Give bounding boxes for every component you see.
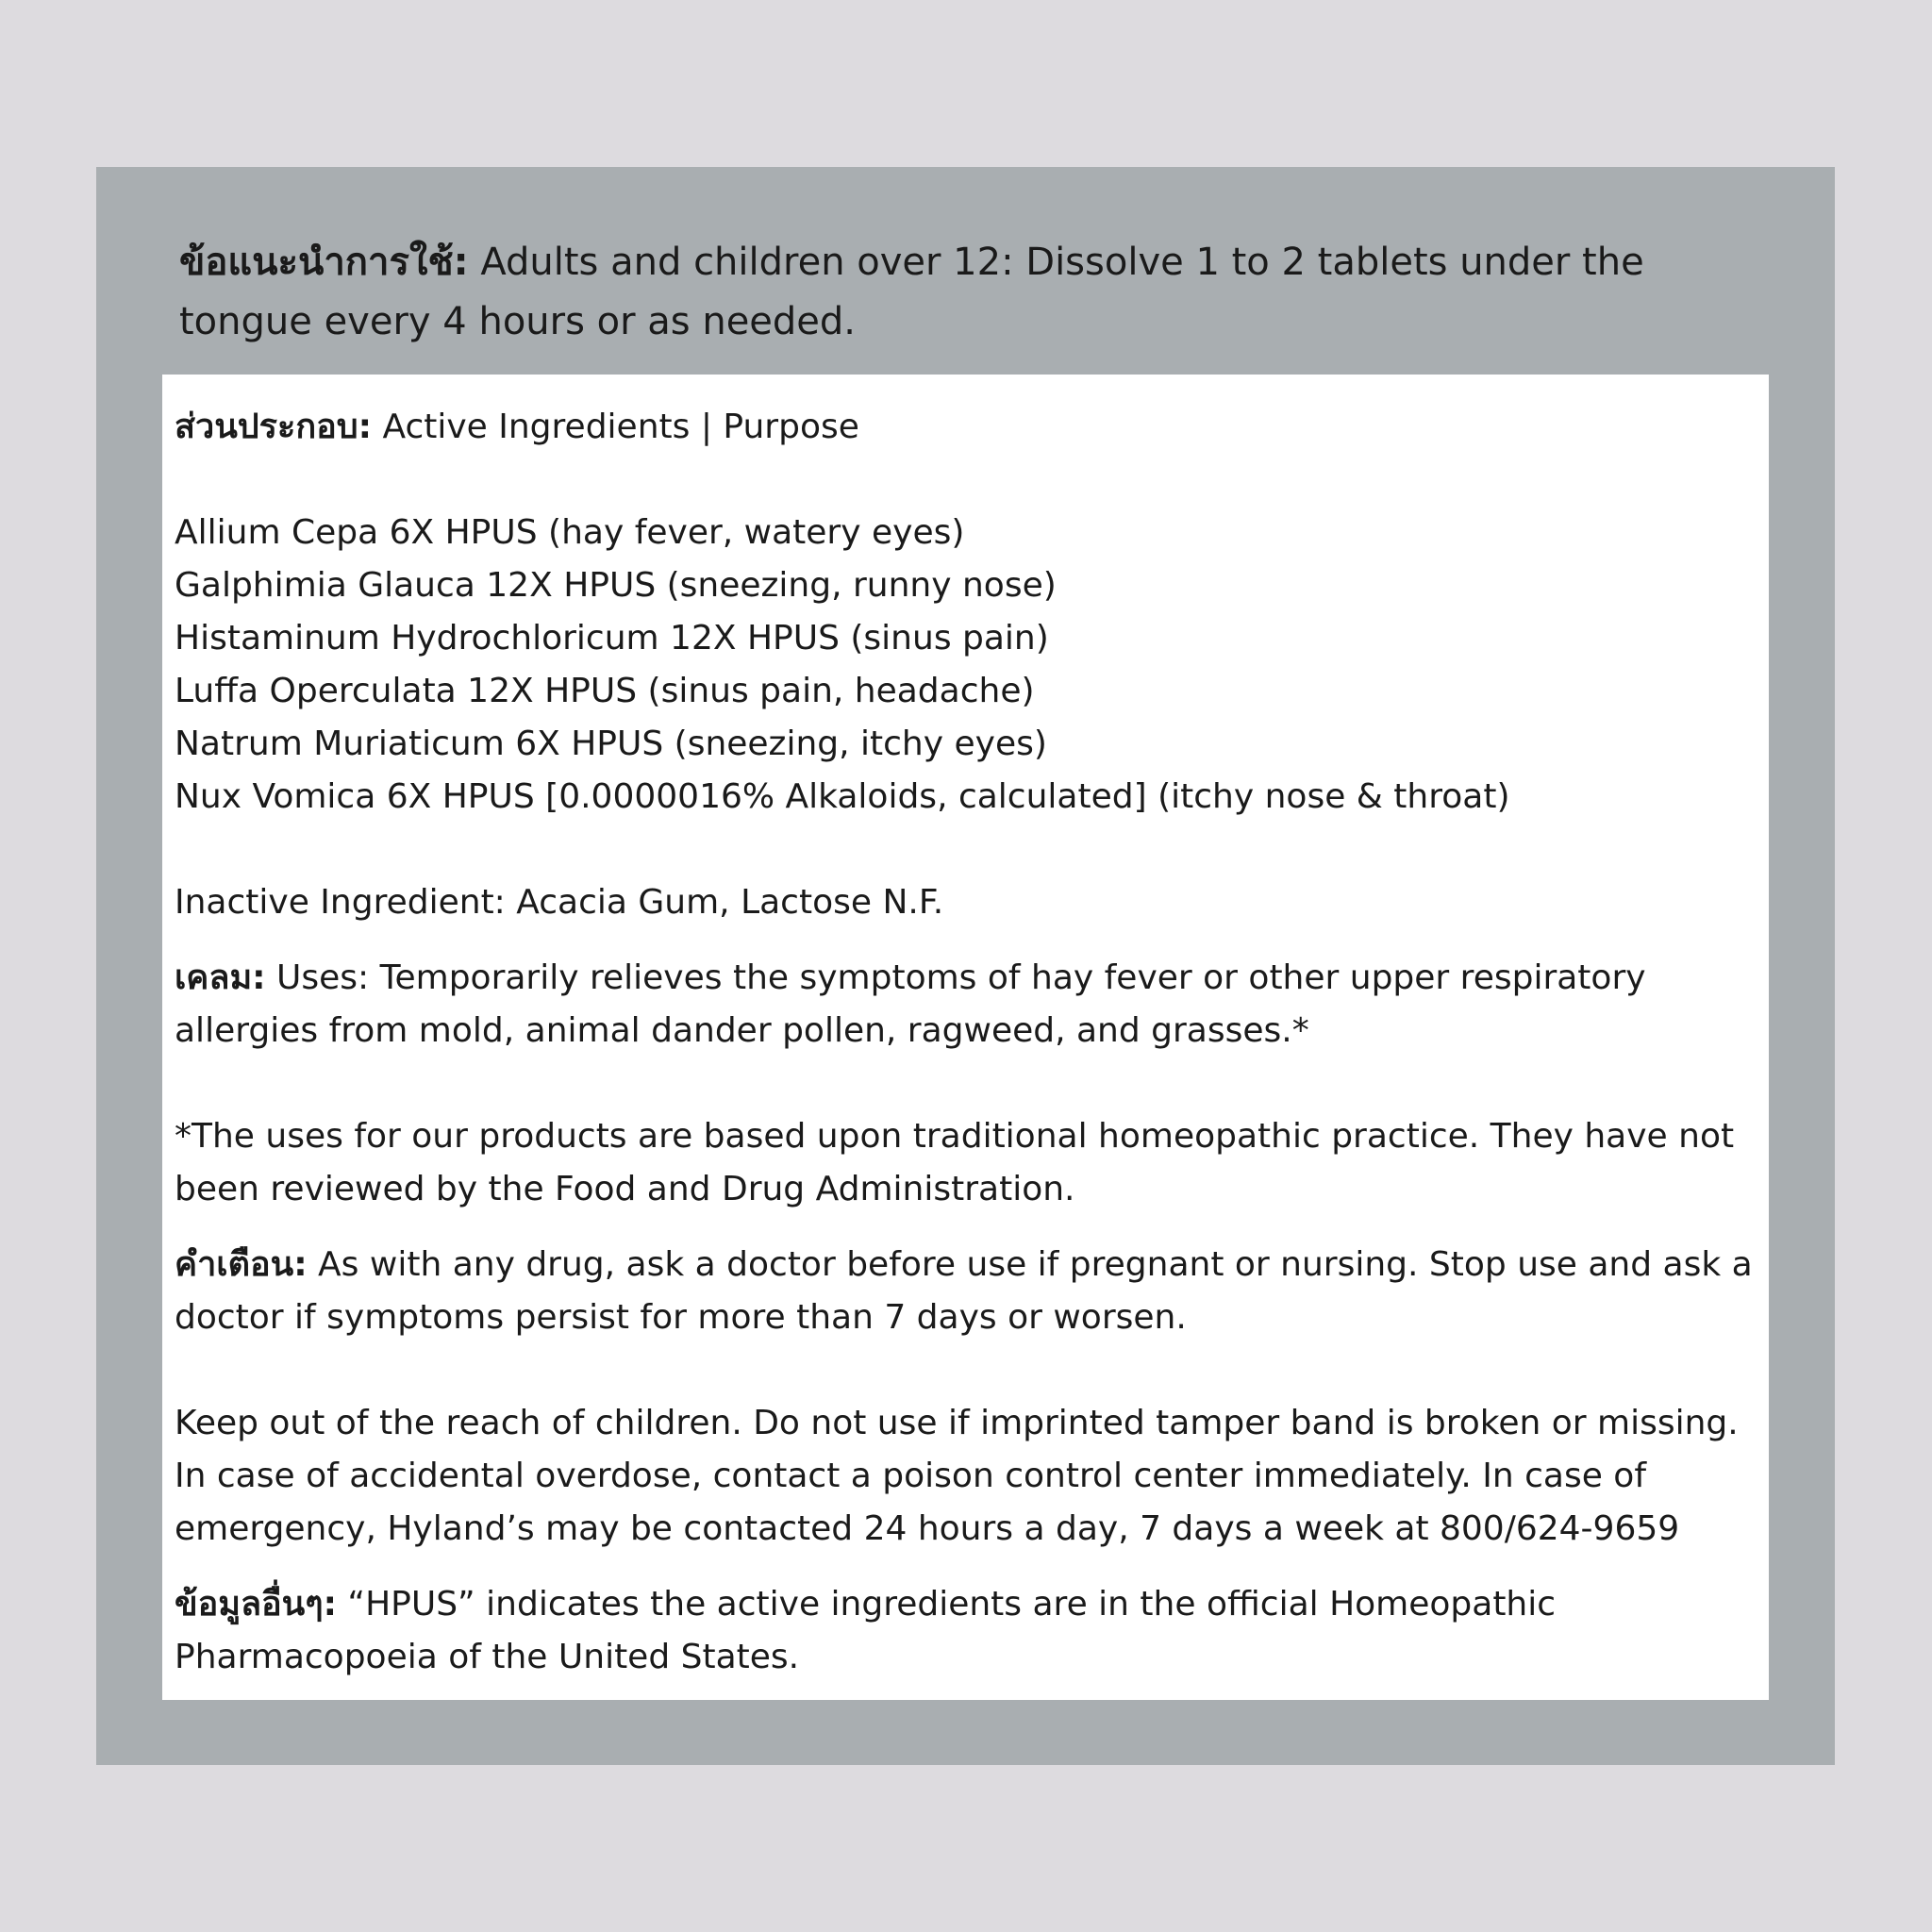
directions-section [179,233,1783,352]
details-content [175,401,1759,1684]
other-info-section [175,1578,1759,1684]
other-info-label: ข้อมูลอื่นๆ: [175,1585,337,1624]
uses-disclaimer: *The uses for our products are based upon traditional homeopathic practice. They have not been reviewed by the Food and Drug Administration. [175,1117,1735,1208]
uses-section [175,952,1759,1058]
directions-text: Adults and children over 12: Dissolve 1 to 2 tablets under the tongue every 4 hours or as needed. [179,241,1644,343]
directions-label: ข้อแนะนำการใช้: [179,241,469,284]
uses-label: เคลม: [175,958,266,997]
other-info-text: “HPUS” indicates the active ingredients are in the official Homeopathic Pharmacopoeia of the United States. [175,1585,1557,1676]
ingredients-header [175,401,1759,454]
warnings-label: คำเตือน: [175,1245,308,1284]
warnings-section [175,1239,1759,1344]
ingredients-label: ส่วนประกอบ: [175,408,372,446]
ingredients-header-text: Active Ingredients | Purpose [372,408,859,446]
active-ingredient-item: Nux Vomica 6X HPUS [0.0000016% Alkaloids, calculated] (itchy nose & throat) [175,777,1510,816]
details-card [162,375,1769,1700]
active-ingredient-item: Allium Cepa 6X HPUS (hay fever, watery eyes) [175,513,965,552]
active-ingredient-item: Luffa Operculata 12X HPUS (sinus pain, headache) [175,672,1035,710]
warnings-text: As with any drug, ask a doctor before use if pregnant or nursing. Stop use and ask a doctor if symptoms persist for more than 7 days or worsen. [175,1245,1753,1337]
active-ingredient-item: Galphimia Glauca 12X HPUS (sneezing, runny nose) [175,566,1057,605]
uses-text: Uses: Temporarily relieves the symptoms of hay fever or other upper respiratory allergies from mold, animal dander pollen, ragweed, and grasses.* [175,958,1646,1050]
active-ingredient-item: Natrum Muriaticum 6X HPUS (sneezing, itchy eyes) [175,724,1047,763]
product-info-panel [96,167,1835,1765]
keep-out-warning: Keep out of the reach of children. Do not use if imprinted tamper band is broken or missing. In case of accidental overdose, contact a poison control center immediately. In case of emergency, Hyland’s may be contacted 24 hours a day, 7 days a week at 800/624-9659 [175,1404,1739,1548]
inactive-ingredients: Inactive Ingredient: Acacia Gum, Lactose N.F. [175,883,944,922]
active-ingredient-item: Histaminum Hydrochloricum 12X HPUS (sinus pain) [175,619,1049,658]
active-ingredients-list [175,507,1759,824]
